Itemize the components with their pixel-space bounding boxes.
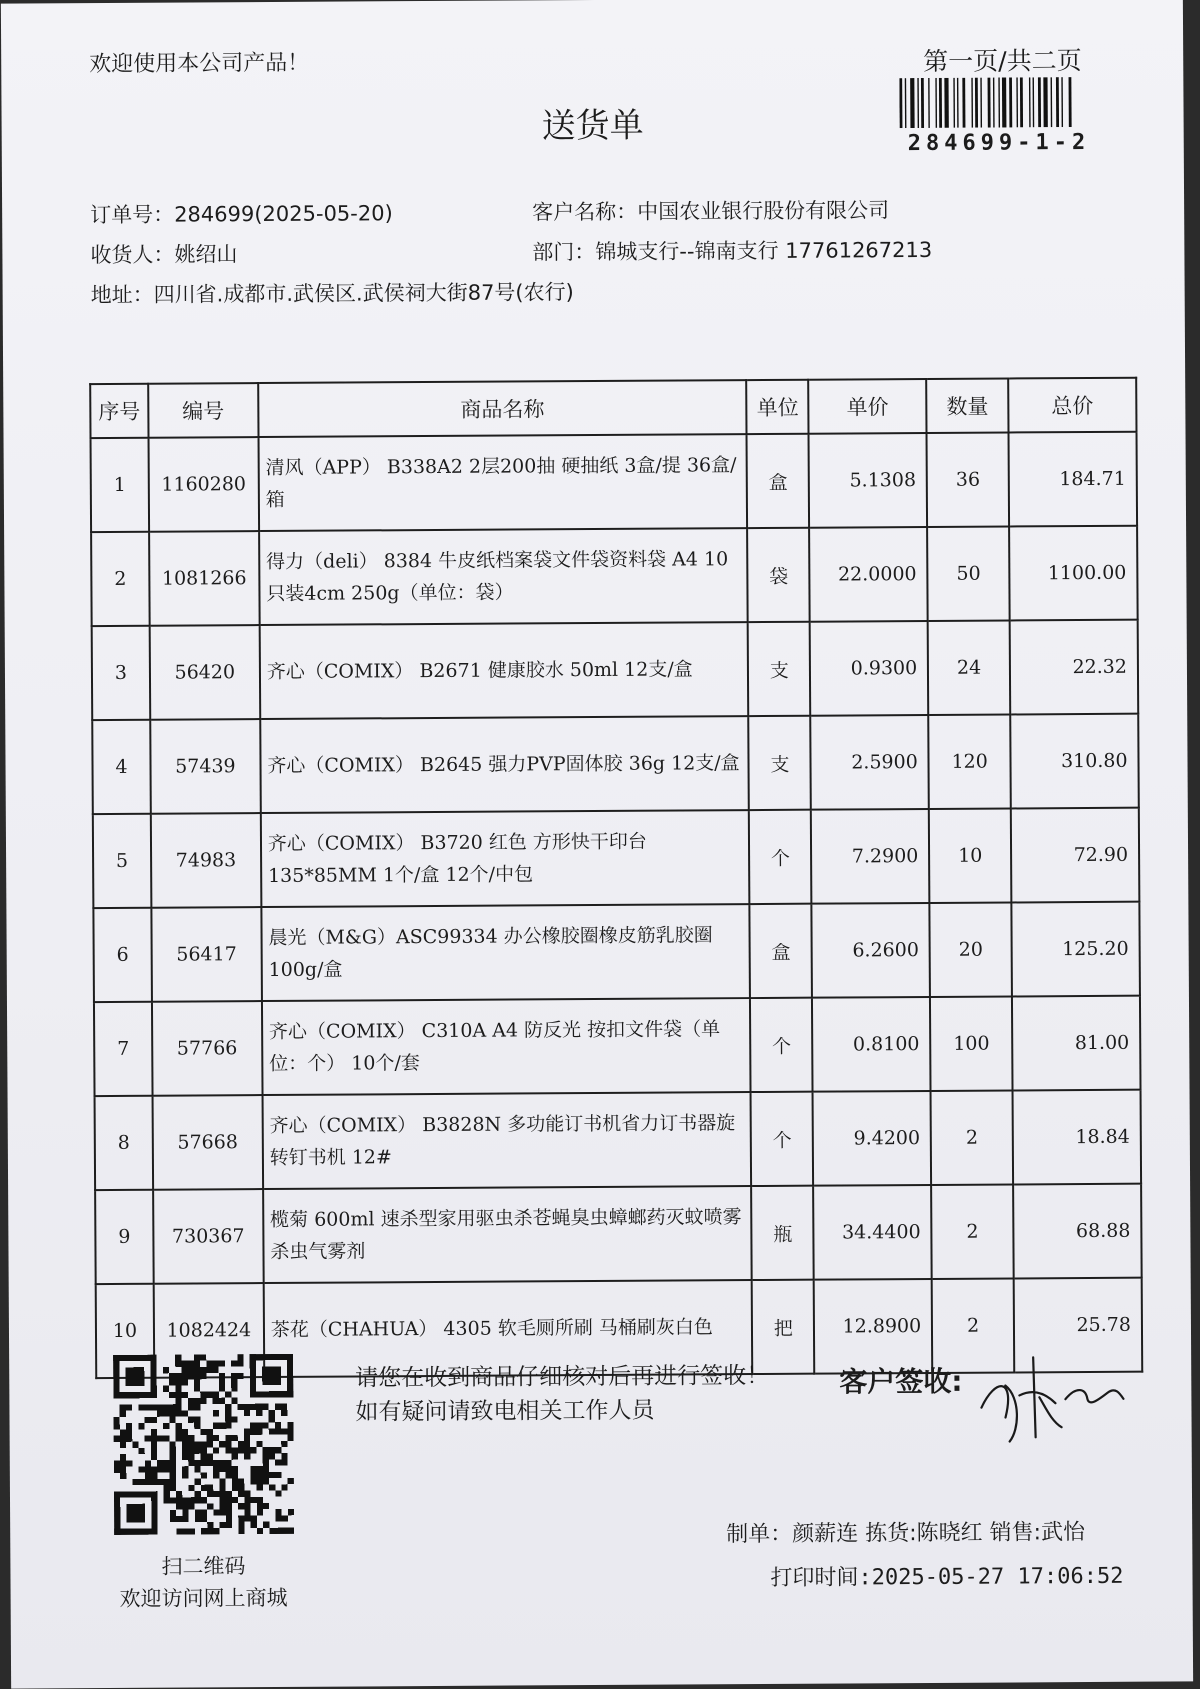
row-seq: 7 [94, 1002, 152, 1096]
barcode-number: 284699-1-2 [907, 129, 1091, 157]
row-total: 72.90 [1011, 808, 1139, 903]
order-number [90, 197, 393, 229]
qr-caption-scan: 扫二维码 [161, 1554, 246, 1579]
table-row [91, 526, 1138, 626]
row-unit: 个 [749, 810, 811, 904]
row-unit-price: 12.8900 [814, 1279, 932, 1374]
row-unit-price: 7.2900 [811, 809, 929, 904]
department-label: 部门： [532, 239, 596, 265]
row-product-name: 清风（APP） B338A2 2层200抽 硬抽纸 3盒/提 36盒/箱 [258, 434, 747, 531]
row-quantity: 120 [928, 714, 1010, 808]
row-product-name: 齐心（COMIX） B2645 强力PVP固体胶 36g 12支/盒 [260, 716, 749, 813]
welcome-text: 欢迎使用本公司产品！ [89, 50, 310, 78]
row-unit-price: 2.5900 [811, 715, 929, 810]
row-total: 22.32 [1010, 620, 1138, 715]
row-total: 310.80 [1010, 714, 1138, 809]
receiver-value: 姚绍山 [174, 242, 238, 267]
row-seq: 8 [95, 1096, 153, 1190]
row-seq: 5 [93, 814, 151, 908]
header-seq: 序号 [90, 384, 148, 438]
row-code: 56417 [151, 907, 262, 1002]
row-unit: 个 [750, 998, 812, 1092]
row-code: 57439 [150, 719, 261, 814]
row-product-name: 齐心（COMIX） B3828N 多功能订书机省力订书器旋转钉书机 12# [262, 1092, 751, 1189]
table-row [93, 808, 1140, 908]
table-row [91, 432, 1138, 532]
row-unit-price: 5.1308 [809, 433, 927, 528]
row-seq: 3 [92, 626, 150, 720]
row-unit: 盒 [750, 904, 812, 998]
customer-signature-label: 客户签收: [839, 1364, 963, 1399]
table-row [92, 620, 1139, 720]
row-unit-price: 0.9300 [810, 621, 928, 716]
page-indicator: 第一页/共二页 [923, 46, 1082, 76]
row-unit: 袋 [748, 528, 810, 622]
row-product-name: 得力（deli） 8384 牛皮纸档案袋文件袋资料袋 A4 10只装4cm 250g（单位：袋） [259, 528, 748, 625]
qr-caption-shop: 欢迎访问网上商城 [119, 1585, 288, 1611]
department-value: 锦城支行--锦南支行 17761267213 [595, 237, 933, 264]
table-row [94, 996, 1141, 1096]
inspection-notice: 请您在收到商品仔细核对后再进行签收！如有疑问请致电相关工作人员 [355, 1362, 770, 1426]
row-unit-price: 0.8100 [812, 997, 930, 1092]
header-quantity: 数量 [926, 378, 1008, 432]
row-seq: 10 [96, 1284, 154, 1378]
row-total: 25.78 [1014, 1278, 1142, 1373]
row-unit-price: 6.2600 [812, 903, 930, 998]
row-total: 1100.00 [1009, 526, 1137, 621]
row-unit-price: 34.4400 [813, 1185, 931, 1280]
header-code: 编号 [148, 383, 258, 438]
row-code: 56420 [150, 625, 261, 720]
row-quantity: 20 [930, 902, 1012, 996]
row-product-name: 茶花（CHAHUA） 4305 软毛厕所刷 马桶刷灰白色 [264, 1280, 753, 1377]
row-code: 730367 [153, 1189, 264, 1284]
items-table [89, 377, 1143, 1379]
customer-label: 客户名称： [532, 199, 638, 225]
row-unit: 个 [751, 1092, 813, 1186]
row-total: 18.84 [1013, 1090, 1141, 1185]
department [532, 234, 932, 266]
row-code: 1082424 [154, 1283, 265, 1378]
row-quantity: 2 [932, 1278, 1014, 1372]
order-number-value: 284699(2025-05-20) [174, 201, 393, 227]
row-product-name: 齐心（COMIX） B2671 健康胶水 50ml 12支/盒 [260, 622, 749, 719]
table-row [95, 1090, 1142, 1190]
receiver [90, 238, 237, 269]
row-quantity: 100 [930, 996, 1012, 1090]
row-product-name: 齐心（COMIX） C310A A4 防反光 按扣文件袋（单位：个） 10个/套 [262, 998, 751, 1095]
row-unit: 支 [749, 716, 811, 810]
row-unit-price: 22.0000 [809, 527, 927, 622]
row-total: 68.88 [1013, 1184, 1141, 1279]
table-row [92, 714, 1139, 814]
row-code: 57668 [152, 1095, 263, 1190]
order-number-label: 订单号： [90, 202, 175, 228]
row-product-name: 晨光（M&G）ASC99334 办公橡胶圈橡皮筋乳胶圈100g/盒 [261, 904, 750, 1001]
row-unit: 瓶 [752, 1186, 814, 1280]
table-row [95, 1184, 1142, 1284]
row-quantity: 2 [931, 1090, 1013, 1184]
row-seq: 4 [92, 720, 150, 814]
header-unit: 单位 [747, 380, 809, 434]
row-total: 184.71 [1009, 432, 1137, 527]
row-code: 1160280 [148, 437, 259, 532]
row-seq: 2 [91, 532, 149, 626]
header-product-name: 商品名称 [258, 380, 747, 437]
document-title: 送货单 [541, 105, 644, 147]
customer-name [532, 194, 889, 226]
row-total: 125.20 [1011, 902, 1139, 997]
print-time: 打印时间:2025-05-27 17:06:52 [770, 1563, 1124, 1591]
delivery-note-paper [1, 0, 1193, 1689]
header-total: 总价 [1008, 378, 1136, 433]
qr-caption [98, 1550, 308, 1615]
customer-value: 中国农业银行股份有限公司 [637, 198, 890, 224]
row-seq: 9 [95, 1190, 153, 1284]
address-label: 地址： [90, 282, 154, 308]
row-total: 81.00 [1012, 996, 1140, 1091]
row-seq: 1 [91, 438, 149, 532]
qr-code-image [113, 1354, 294, 1535]
staff-info: 制单：颜薪连 拣货:陈晓红 销售:武怡 [726, 1520, 1086, 1548]
address [91, 276, 574, 309]
table-row [93, 902, 1140, 1002]
row-code: 57766 [152, 1001, 263, 1096]
row-unit: 支 [748, 622, 810, 716]
row-unit: 把 [752, 1280, 814, 1374]
row-unit: 盒 [747, 434, 809, 528]
row-quantity: 36 [927, 432, 1009, 526]
row-quantity: 24 [928, 620, 1010, 714]
row-code: 1081266 [149, 531, 260, 626]
row-unit-price: 9.4200 [813, 1091, 931, 1186]
header-unit-price: 单价 [809, 379, 927, 434]
row-quantity: 50 [927, 526, 1009, 620]
row-seq: 6 [93, 908, 151, 1002]
row-quantity: 10 [929, 808, 1011, 902]
handwritten-signature [975, 1337, 1126, 1448]
row-product-name: 榄菊 600ml 速杀型家用驱虫杀苍蝇臭虫蟑螂药灭蚊喷雾杀虫气雾剂 [263, 1186, 752, 1283]
row-product-name: 齐心（COMIX） B3720 红色 方形快干印台 135*85MM 1个/盒 12个/中包 [261, 810, 750, 907]
address-value: 四川省.成都市.武侯区.武侯祠大街87号(农行) [153, 280, 574, 307]
row-quantity: 2 [931, 1184, 1013, 1278]
table-header-row [90, 378, 1136, 438]
row-code: 74983 [151, 813, 262, 908]
receiver-label: 收货人： [90, 242, 175, 268]
